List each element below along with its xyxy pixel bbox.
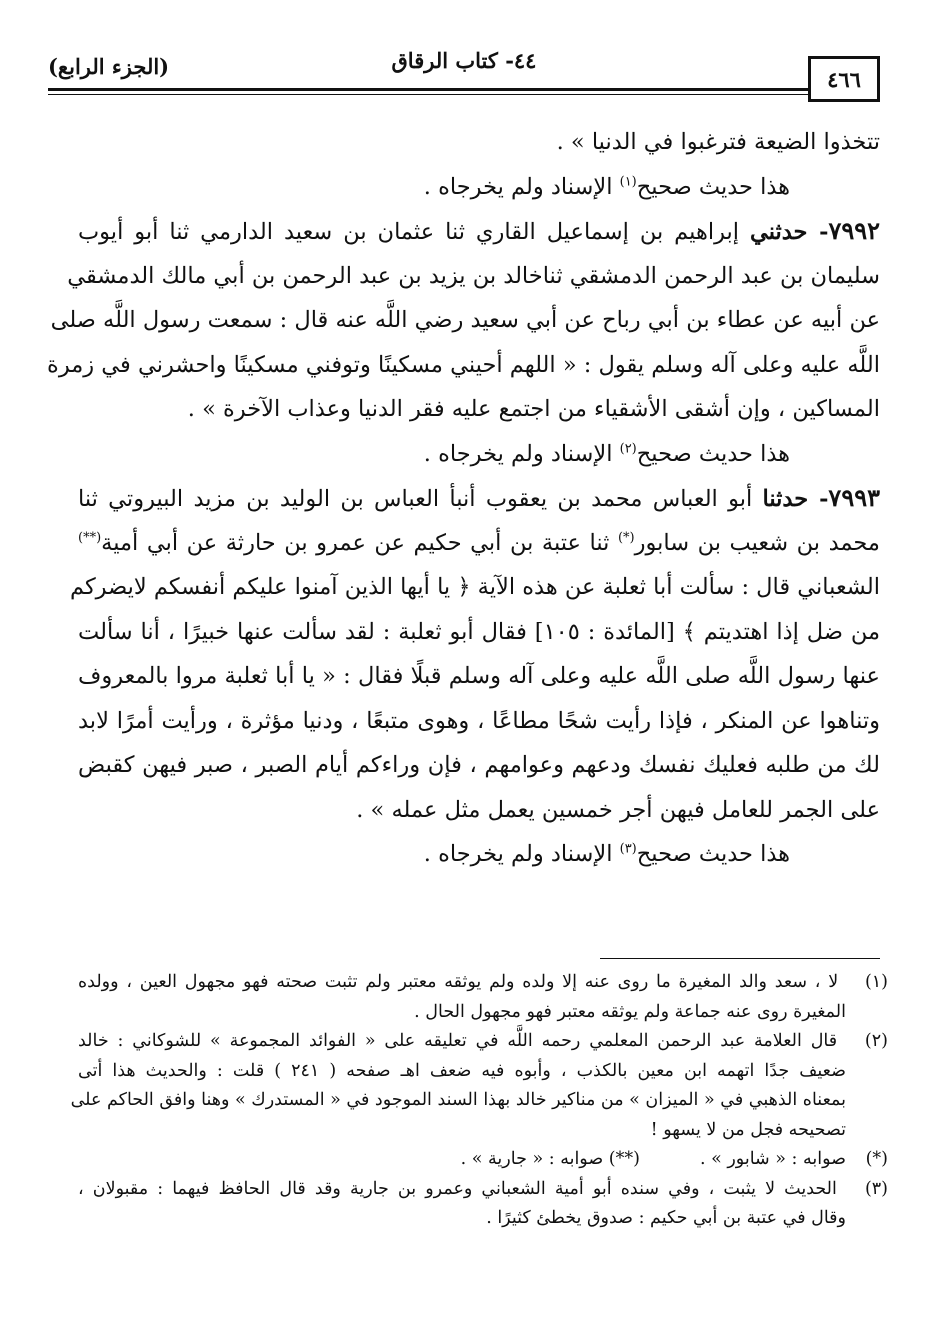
grading-text: هذا حديث صحيح	[636, 841, 790, 867]
footnote-line: ضعيف جدًا اتهمه ابن معين بالكذب ، وأبوه فيه ضعف اهـ صفحه ( ٢٤١ ) قلت : والحديث هذا أتى	[78, 1060, 846, 1081]
text-line: لك من طلبه فعليك نفسك ودعهم وعوامهم ، فإن وراءكم أيام الصبر ، صبر فيهن كقبض	[78, 752, 880, 778]
footnote-line: بمعناه الذهبي في « الميزان » من مناكير خالد بهذا السند الموجود في « المستدرك » وهنا وافق الحاكم على	[70, 1090, 846, 1110]
hadith-text: محمد بن شعيب بن سابور	[634, 529, 880, 556]
page-header	[48, 44, 880, 104]
footnote-line	[78, 1027, 888, 1057]
footnote-ref: (٣)	[619, 841, 637, 857]
footnote-ref: (٢)	[619, 441, 637, 456]
text-line	[78, 521, 880, 566]
hadith-keyword: - حدثني	[749, 219, 829, 245]
main-text	[47, 120, 880, 877]
hadith-text: إبراهيم بن إسماعيل القاري ثنا عثمان بن سعيد الدارمي ثنا أبو أيوب	[78, 219, 750, 245]
footnote-marker: (٣)	[864, 1178, 888, 1199]
footnote-text: لا ، سعد والد المغيرة ما روى عنه إلا ولده ولم يوثقه معتبر ولم تثبت صحته فهو مجهول العين ، وولده	[78, 972, 839, 992]
footnote-ref: (*)	[617, 530, 635, 545]
footnote-separator	[600, 958, 880, 959]
text-line: المساكين ، وإن أشقى الأشقياء من اجتمع عليه فقر الدنيا وعذاب الآخرة » .	[187, 396, 880, 422]
footnote-line	[78, 1145, 888, 1175]
footnote-text: قال العلامة عبد الرحمن المعلمي رحمه اللَّه في تعليقه على « الفوائد المجموعة » للشوكاني : خالد	[78, 1031, 838, 1051]
hadith-7993-line	[78, 476, 880, 521]
hadith-7992-line	[78, 209, 880, 254]
text-line	[78, 165, 880, 210]
text-line: وتناهوا عن المنكر ، فإذا رأيت شحًا مطاعًا ، وهوى متبعًا ، ودنيا مؤثرة ، ورأيت أمرًا لابد	[78, 707, 880, 734]
footnotes	[70, 968, 888, 1234]
footnote-line	[78, 968, 888, 998]
text-line: الشعباني قال : سألت أبا ثعلبة عن هذه الآية ﴿ يا أيها الذين آمنوا عليكم أنفسكم لايضركم	[70, 574, 880, 600]
text-line	[78, 432, 880, 477]
hadith-text: ثنا عتبة بن أبي حكيم عن عمرو بن حارثة عن أبي أمية	[101, 529, 618, 556]
text-line: تتخذوا الضيعة فترغبوا في الدنيا » .	[556, 129, 880, 155]
book-title: ٤٤- كتاب الرقاق	[391, 48, 537, 73]
text-line: عنها رسول اللَّه صلى اللَّه عليه وعلى آله وسلم قبلًا فقال : « يا أبا ثعلبة مروا بالمعروف	[78, 663, 880, 689]
footnote-text: صوابه : « جارية » .	[460, 1149, 609, 1169]
page-number: ٤٦٦	[827, 66, 861, 92]
footnote-marker: (**)	[608, 1149, 640, 1169]
footnote-line: تصحيحه فجل من لا يسهو !	[650, 1119, 846, 1140]
footnote-marker: (*)	[865, 1149, 888, 1169]
footnote-marker: (٢)	[864, 1031, 888, 1051]
part-label: (الجزء الرابع)	[48, 54, 170, 79]
grading-text: هذا حديث صحيح	[636, 173, 790, 200]
header-rule-thin	[48, 94, 810, 95]
text-line: سليمان بن عبد الرحمن الدمشقي ثناخالد بن يزيد بن عبد الرحمن بن أبي مالك الدمشقي	[67, 262, 880, 289]
footnote-ref: (**)	[78, 530, 102, 545]
footnote-line: وقال في عتبة بن أبي حكيم : صدوق يخطئ كثيرًا .	[486, 1208, 846, 1228]
grading-text: الإسناد ولم يخرجاه .	[423, 841, 620, 867]
hadith-keyword: - حدثنا	[762, 486, 829, 512]
grading-text: الإسناد ولم يخرجاه .	[423, 173, 620, 200]
footnote-line	[78, 1175, 888, 1205]
text-line	[78, 832, 880, 877]
text-line: على الجمر للعامل فيهن أجر خمسين يعمل مثل عمله » .	[356, 796, 880, 823]
footnote-line: المغيرة روى عنه جماعة ولم يوثقه معتبر فهو مجهول الحال .	[414, 1001, 846, 1022]
text-line: عن أبيه عن عطاء بن أبي رباح عن أبي سعيد رضي اللَّه عنه قال : سمعت رسول اللَّه صلى	[50, 307, 880, 333]
header-rule-thick	[48, 88, 810, 91]
grading-text: هذا حديث صحيح	[636, 440, 790, 467]
text-line: من ضل إذا اهتديتم ﴾ [المائدة : ١٠٥] فقال أبو ثعلبة : لقد سألت عنها خبيرًا ، أنا سألت	[78, 618, 880, 645]
hadith-text: أبو العباس محمد بن يعقوب أنبأ العباس بن الوليد بن مزيد البيروتي ثنا	[78, 486, 763, 512]
footnote-ref: (١)	[619, 174, 637, 189]
footnote-marker: (١)	[864, 972, 888, 992]
text-line: اللَّه عليه وعلى آله وسلم يقول : « اللهم أحيني مسكينًا وتوفني مسكينًا واحشرني في زمرة	[47, 351, 880, 378]
footnote-text: الحديث لا يثبت ، وفي سنده أبو أمية الشعباني وعمرو بن جارية وقد قال الحافظ فيهما : مقبولان ،	[78, 1178, 837, 1199]
footnote-text: صوابه : « شابور » .	[699, 1149, 846, 1169]
hadith-number: ٧٩٩٢	[828, 216, 880, 245]
grading-text: الإسناد ولم يخرجاه .	[423, 440, 620, 467]
hadith-number: ٧٩٩٣	[828, 483, 880, 512]
